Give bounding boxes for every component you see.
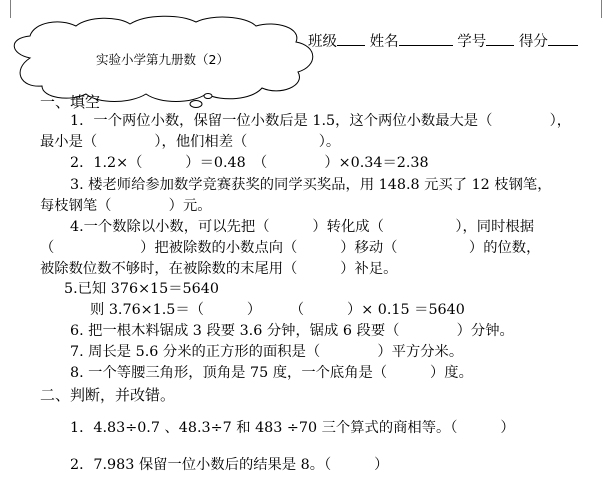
id-label: 学号 (457, 34, 487, 50)
question-line: 2．1.2×（ ）＝0.48 （ ）×0.34＝2.38 (70, 155, 429, 171)
corner-crop-mark-right (601, 0, 602, 18)
question-line: 被除数位数不够时，在被除数的末尾用（ ）补足。 (40, 261, 398, 277)
question-line: 1．4.83÷0.7 、48.3÷7 和 483 ÷70 三个算式的商相等。（ ） (70, 420, 515, 436)
question-line: 每枝钢笔（ ）元。 (40, 198, 212, 214)
question-line: 6. 把一根木料锯成 3 段要 3.6 分钟，锯成 6 段要（ ）分钟。 (70, 323, 514, 339)
name-blank[interactable] (399, 33, 453, 46)
question-line: 2．7.983 保留一位小数后的结果是 8。（ ） (70, 457, 389, 473)
section-heading-fill-blank: 一、填空 (40, 93, 101, 111)
score-label: 得分 (518, 34, 548, 50)
question-line: 4.一个数除以小数，可以先把（ ）转化成（ ），同时根据 (70, 219, 534, 235)
question-line: 3. 楼老师给参加数学竞赛获奖的同学买奖品，用 148.8 元买了 12 枝钢笔， (70, 177, 552, 193)
question-line: 5.已知 376×15＝5640 (64, 281, 219, 297)
question-line: 最小是（ ），他们相差（ ）。 (40, 134, 341, 150)
class-blank[interactable] (337, 33, 365, 46)
class-label: 班级 (308, 34, 337, 50)
question-line: 则 3.76×1.5＝（ ） （ ）× 0.15 ＝5640 (90, 302, 465, 318)
section-heading-judge: 二、判断，并改错。 (40, 386, 176, 404)
question-line: （ ）把被除数的小数点向（ ）移动（ ）的位数， (40, 240, 541, 256)
question-line: 7. 周长是 5.6 分米的正方形的面积是（ ）平方分米。 (70, 344, 464, 360)
score-blank[interactable] (548, 33, 578, 46)
worksheet-title: 实验小学第九册数（2） (96, 52, 229, 67)
question-line: 8. 一个等腰三角形，顶角是 75 度，一个底角是（ ）度。 (70, 365, 473, 381)
question-line: 1．一个两位小数，保留一位小数后是 1.5，这个两位小数最大是（ ）， (70, 113, 572, 129)
student-info-fields (308, 30, 578, 51)
id-blank[interactable] (486, 33, 514, 46)
name-label: 姓名 (369, 34, 399, 50)
